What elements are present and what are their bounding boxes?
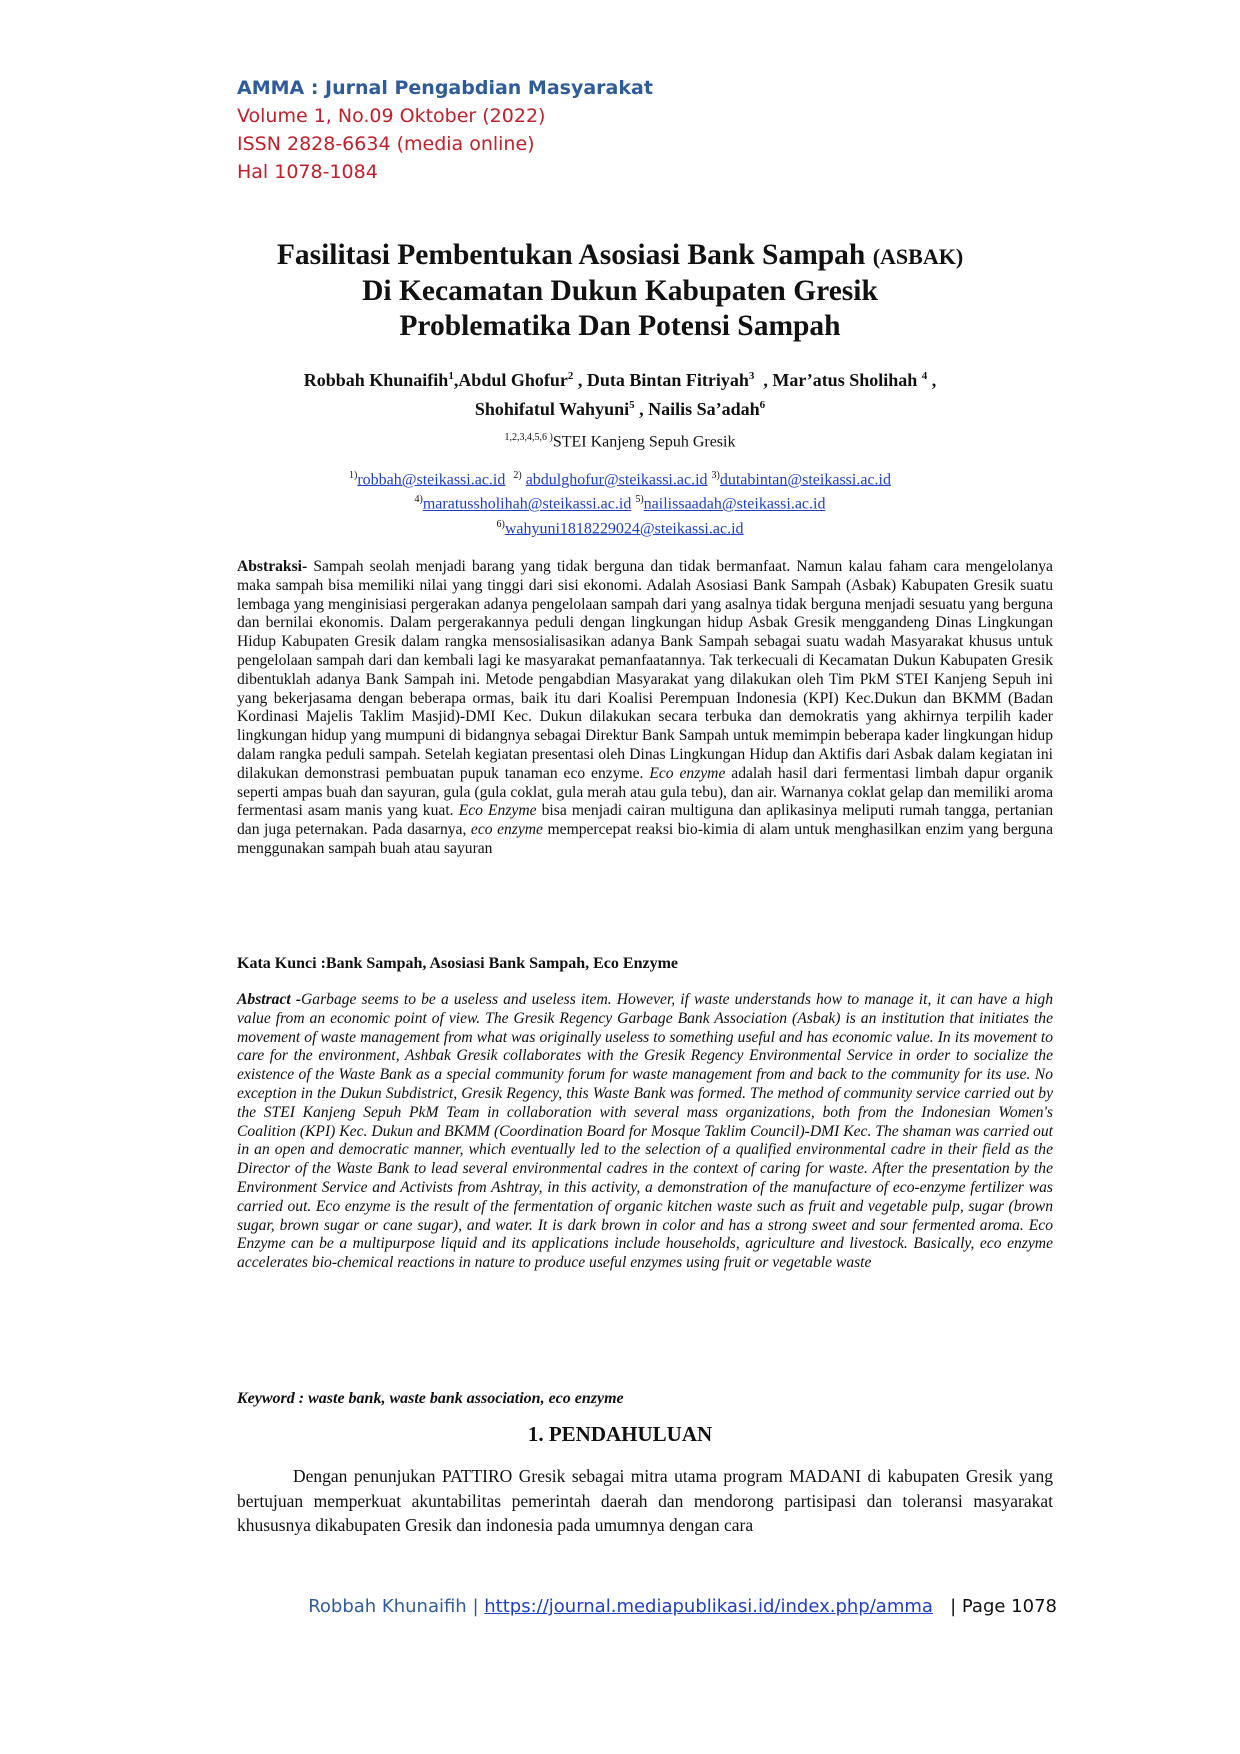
title-line-3: Problematika Dan Potensi Sampah xyxy=(399,310,841,342)
author-sup: 6 xyxy=(759,399,766,411)
email-line-2 xyxy=(160,490,1080,514)
abstract-id-text-3: bisa menjadi cairan multiguna dan aplikasinya meliputi rumah tangga, pertanian dan juga peternakan. Pada dasarnya, xyxy=(237,802,1054,839)
email-list xyxy=(160,466,1080,539)
email-sup: 4) xyxy=(414,494,423,506)
abstract-english xyxy=(237,991,1053,1273)
email-line-3 xyxy=(160,515,1080,539)
affiliation-sup: 1,2,3,4,5,6 ) xyxy=(504,432,553,443)
affiliation-name: STEI Kanjeng Sepuh Gresik xyxy=(552,433,736,451)
abstract-en-label: Abstract - xyxy=(237,991,302,1008)
abstract-en-text: Garbage seems to be a useless and useless item. However, if waste understands how to manage it, it can have a high value from an economic point of view. The Gresik Regency Garbage Bank Association (Asbak) is an institution that initiates the movement of waste management from what was originally useless to something useful and has economic value. In its movement to care for the environment, Ashbak Gresik collaborates with the Gresik Regency Environmental Service in order to socialize the existence of the Waste Bank as a special community forum for waste management from and back to the community for its use. No exception in the Dukun Subdistrict, Gresik Regency, this Waste Bank was formed. The method of community service carried out by the STEI Kanjeng Sepuh PkM Team in collaboration with several mass organizations, both from the Indonesian Women's Coalition (KPI) Kec. Dukun and BKMM (Coordination Board for Mosque Taklim Council)-DMI Kec. The shaman was carried out in an open and democratic manner, which eventually led to the selection of a qualified environmental cadre in their field as the Director of the Waste Bank to lead several environmental cadres in the context of caring for waste. After the presentation by the Environment Service and Activists from Ashtray, in this activity, a demonstration of the manufacture of eco-enzyme fertilizer was carried out. Eco enzyme is the result of the fermentation of organic kitchen waste such as fruit and vegetable pulp, sugar (brown sugar, brown sugar or cane sugar), and water. It is dark brown in color and has a strong sweet and sour fermented aroma. Eco Enzyme can be a multipurpose liquid and its applications include households, agriculture and livestock. Basically, eco enzyme accelerates bio-chemical reactions in nature to produce useful enzymes using fruit or vegetable waste xyxy=(237,991,1053,1272)
email-link[interactable]: wahyuni1818229024@steikassi.ac.id xyxy=(504,519,744,537)
email-link[interactable]: robbah@steikassi.ac.id xyxy=(357,471,506,489)
author-name: Shohifatul Wahyuni xyxy=(474,399,630,419)
title-line-1-main: Fasilitasi Pembentukan Asosiasi Bank Sampah xyxy=(276,239,866,271)
abstract-id-text-4: mempercepat reaksi bio-kimia di alam untuk menghasilkan enzim yang berguna menggunakan sampah buah atau sayuran xyxy=(237,821,1053,857)
email-link[interactable]: dutabintan@steikassi.ac.id xyxy=(719,471,891,489)
journal-volume: Volume 1, No.09 Oktober (2022) xyxy=(237,105,546,127)
abstract-id-label: Abstraksi- xyxy=(237,558,308,575)
email-link[interactable]: nailissaadah@steikassi.ac.id xyxy=(643,495,826,513)
section-heading: 1. PENDAHULUAN xyxy=(527,1422,713,1446)
abstract-id-text-1: Sampah seolah menjadi barang yang tidak berguna dan tidak bermanfaat. Namun kalau faham cara mengelolanya maka sampah bisa memiliki nilai yang tinggi dari sisi ekonomi. Adalah Asosiasi Bank Sampah (Asbak) Kabupaten Gresik suatu lembaga yang menginisiasi pergerakan adanya pengelolaan sampah dari yang asalnya tidak berguna menjadi sesuatu yang berguna dan bernilai ekonomis. Dalam pergerakannya peduli dengan lingkungan hidup Asbak Gresik menggandeng Dinas Lingkungan Hidup Kabupaten Gresik dalam rangka mensosialisasikan adanya Bank Sampah sebagai suatu wadah Masyarakat khusus untuk pengelolaan sampah dari dan kembali lagi ke masyarakat pemanfaatannya. Tak terkecuali di Kecamatan Dukun Kabupaten Gresik dibentuklah adanya Bank Sampah ini. Metode pengabdian Masyarakat yang dilakukan oleh Tim PkM STEI Kanjeng Sepuh ini yang bekerjasama dengan beberapa ormas, baik itu dari Koalisi Perempuan Indonesia (KPI) Kec.Dukun dan BKMM (Badan Kordinasi Majelis Taklim Masjid)-DMI Kec. Dukun dilakukan secara terbuka dan demokratis yang akhirnya terpilih kader lingkungan hidup yang mumpuni di bidangnya sebagai Direktur Bank Sampah untuk memimpin beberapa kader lingkungan hidup dalam rangka peduli sampah. Setelah kegiatan presentasi oleh Dinas Lingkungan Hidup dan Aktifis dari Asbak dalam kegiatan ini dilakukan demonstrasi pembuatan pupuk tanaman eco enzyme. xyxy=(237,558,1053,782)
abstract-id-em-3: eco enzyme xyxy=(470,821,543,839)
author-name: Mar’atus Sholihah xyxy=(772,370,918,390)
abstract-id-text-2: adalah hasil dari fermentasi limbah dapur organik seperti ampas buah dan sayuran, gula (gula coklat, gula merah atau gula tebu), dan air. Warnanya coklat gelap dan memiliki aroma fermentasi asam manis yang kuat. xyxy=(237,764,1053,820)
abstract-id-em-2: Eco Enzyme xyxy=(458,802,537,820)
email-sup: 6) xyxy=(496,518,505,530)
abstract-id-em-1: Eco enzyme xyxy=(649,764,726,782)
author-name: Robbah Khunaifih xyxy=(303,370,449,390)
author-sup: 4 xyxy=(921,370,928,382)
footer-page-number: | Page 1078 xyxy=(950,1596,1057,1617)
email-line-1 xyxy=(160,466,1080,490)
footer-url-link[interactable]: https://journal.mediapublikasi.id/index.php/amma xyxy=(484,1596,933,1617)
footer-author: Robbah Khunaifih | xyxy=(308,1596,479,1617)
email-sup: 5) xyxy=(635,494,644,506)
author-name: Abdul Ghofur xyxy=(458,370,568,390)
title-line-2: Di Kecamatan Dukun Kabupaten Gresik xyxy=(362,275,878,307)
title-line-1-paren: (ASBAK) xyxy=(872,244,964,269)
email-sup: 2) xyxy=(513,470,522,481)
author-name: Nailis Sa’adah xyxy=(648,399,760,419)
paper-title xyxy=(160,238,1080,344)
title-line-1 xyxy=(160,238,1080,274)
keywords-indonesian: Kata Kunci :Bank Sampah, Asosiasi Bank Sampah, Eco Enzyme xyxy=(237,955,678,972)
author-line-1: Robbah Khunaifih$^1$,Abdul Ghofur$^2$ , Duta Bintan Fitriyah$^3$ , Mar’atus Sholihah $^4$ , xyxy=(303,370,937,390)
intro-paragraph: Dengan penunjukan PATTIRO Gresik sebagai mitra utama program MADANI di kabupaten Gresik yang bertujuan memperkuat akuntabilitas pemerintah daerah dan mendorong partisipasi dan toleransi masyarakat khususnya dikabupaten Gresik dan indonesia pada umumnya dengan cara xyxy=(237,1466,1053,1535)
author-list xyxy=(160,364,1080,422)
page-footer xyxy=(237,1596,1057,1617)
author-sup: 1 xyxy=(448,370,454,382)
author-sup: 5 xyxy=(629,399,635,411)
email-sup: 1) xyxy=(348,470,358,481)
journal-header xyxy=(237,74,653,186)
author-name: Duta Bintan Fitriyah xyxy=(586,370,749,390)
abstract-indonesian xyxy=(237,558,1053,859)
author-sup: 3 xyxy=(748,370,755,382)
author-sup: 2 xyxy=(567,370,574,382)
affiliation xyxy=(160,432,1080,451)
journal-name: AMMA : Jurnal Pengabdian Masyarakat xyxy=(237,77,653,99)
keywords-english: Keyword : waste bank, waste bank association, eco enzyme xyxy=(237,1390,624,1407)
email-sup: 3) xyxy=(711,470,720,481)
author-line-2: Shohifatul Wahyuni$^5$ , Nailis Sa’adah$^6$ xyxy=(474,399,766,419)
journal-pages: Hal 1078-1084 xyxy=(237,161,378,183)
email-link[interactable]: abdulghofur@steikassi.ac.id xyxy=(525,471,708,489)
journal-issn: ISSN 2828-6634 (media online) xyxy=(237,133,535,155)
email-link[interactable]: maratussholihah@steikassi.ac.id xyxy=(422,495,632,513)
